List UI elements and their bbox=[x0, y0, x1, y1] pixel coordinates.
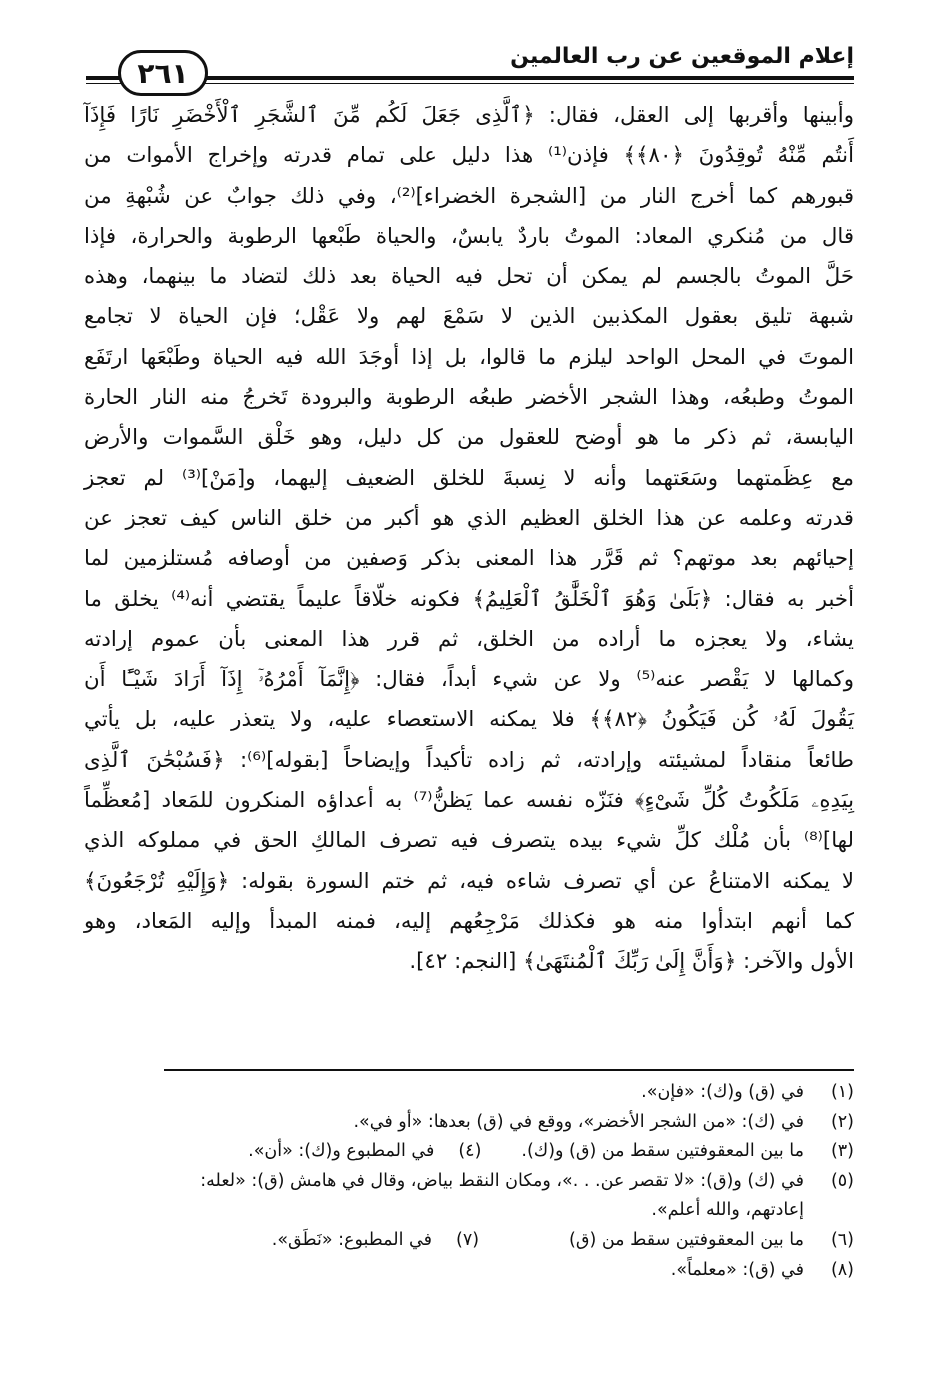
text-line: مع عِظَمتهما وسَعَتهما وأنه لا نِسبةَ للخلق الضعيف إليهما، و[مَنْ]⁽³⁾ لم تعجز bbox=[84, 465, 854, 491]
footnote-text: إعادتهم، والله أعلم». bbox=[651, 1200, 804, 1221]
footnote-text: في المطبوع و(ك): «أن». bbox=[248, 1141, 435, 1162]
text-line: قبورهم كما أخرج النار من [الشجرة الخضراء]⁽²⁾، وفي ذلك جوابٌ عن شُبْهةِ من bbox=[84, 183, 854, 209]
text-line: أَنتُم مِّنْهُ تُوقِدُونَ ﴿٨٠﴾﴾ فإذن⁽¹⁾ هذا دليل على تمام قدرته وإخراج الأموات من bbox=[84, 143, 854, 169]
footnote-number: (٦) bbox=[830, 1229, 854, 1250]
footnote bbox=[84, 1167, 854, 1197]
footnote-text: في (ق): «معلماً». bbox=[670, 1259, 804, 1280]
footnote-number: (١) bbox=[830, 1082, 854, 1102]
text-line: قال من مُنكري المعاد: الموتُ باردٌ يابسٌ، والحياة طَبْعها الرطوبة والحرارة، فإذا bbox=[84, 223, 854, 249]
footnote-pair bbox=[84, 1137, 854, 1167]
footnote-continuation bbox=[84, 1196, 854, 1226]
text-line: أخبر به فقال: ﴿بَلَىٰ وَهُوَ ٱلْخَلَّٰقُ ٱلْعَلِيمُ﴾ فكونه خلّاقاً عليماً يقتضي أنه⁽⁴⁾ يخلق ما bbox=[84, 586, 854, 612]
footnote-separator bbox=[164, 1069, 854, 1071]
text-line: شبهة تليق بعقول المكذبين الذين لا سَمْعَ لهم ولا عَقْل؛ فإن الحياة لا تجامع bbox=[84, 304, 854, 330]
footnote-number: (٧) bbox=[455, 1229, 480, 1250]
text-line: بِيَدِهِۦ مَلَكُوتُ كُلِّ شَىْءٍ﴾ فنَزّه نفسه عما يَظنُّ⁽⁷⁾ به أعداؤه المنكرون للمَعاد [مُعظِّماً bbox=[84, 788, 855, 814]
text-line: طائعاً منقاداً لمشيئته وإرادته، ثم زاده تأكيداً وإيضاحاً [بقوله]⁽⁶⁾: ﴿فَسُبْحَٰنَ ٱلَّذِى bbox=[84, 747, 854, 773]
text-line: الموتَ في المحل الواحد ليلزم ما قالوا، بل إذا أوجَدَ الله فيه الحياة وطَبْعَها ارتَفَع bbox=[84, 344, 854, 370]
text-line: الأول والآخر: ﴿وَأَنَّ إِلَىٰ رَبِّكَ ٱلْمُنتَهَىٰ﴾ [النجم: ٤٢]. bbox=[409, 949, 854, 975]
footnote bbox=[84, 1256, 854, 1286]
footnote-text: في (ق) و(ك): «فإن». bbox=[641, 1082, 804, 1102]
text-line: لا يمكنه الامتناعُ عن أي تصرف شاءه فيه، ثم ختم السورة بقوله: ﴿وَإِلَيْهِ تُرْجَعُونَ﴾ bbox=[84, 868, 854, 894]
text-line: قدرته وعلمه عن هذا الخلق العظيم الذي هو أكبر من خلق الناس كيف تعجز عن bbox=[84, 505, 854, 531]
text-line: لها]⁽⁸⁾ بأن مُلْك كلِّ شيء بيده يتصرف فيه تصرف المالكِ الحق في مملوكه الذي bbox=[84, 828, 854, 854]
footnotes bbox=[84, 1078, 854, 1285]
footnote-number: (٢) bbox=[830, 1111, 854, 1132]
footnote-text: ما بين المعقوفتين سقط من (ق) bbox=[569, 1229, 804, 1250]
footnote-text: في (ك) و(ق): «لا تقصر عن. . .»، ومكان النقط بياض، وقال في هامش (ق): «لعله: bbox=[200, 1170, 804, 1191]
text-line: إحيائهم بعد موتهم؟ ثم قَرَّر هذا المعنى بذكر وَصفين من أوصافه مُستلزمين لما bbox=[84, 546, 854, 572]
footnote-text: في (ك): «من الشجر الأخضر»، ووقع في (ق) بعدها: «أو في». bbox=[353, 1111, 804, 1132]
footnote-text: ما بين المعقوفتين سقط من (ق) و(ك). bbox=[521, 1141, 804, 1162]
footnote bbox=[84, 1078, 854, 1108]
footnote-pair bbox=[84, 1226, 854, 1256]
text-line: اليابسة، ثم ذكر ما هو أوضح للعقول من كل دليل، وهو خَلْق السَّموات والأرض bbox=[84, 425, 854, 451]
text-line: يشاء، ولا يعجزه ما أراده من الخلق، ثم قرر هذا المعنى بأن عموم إرادته bbox=[84, 626, 854, 652]
footnote-number: (٣) bbox=[830, 1141, 854, 1162]
footnote-text: في المطبوع: «نَطَق». bbox=[271, 1229, 432, 1250]
text-line: يَقُولَ لَهُۥ كُن فَيَكُونُ ﴿٨٢﴾﴾ فلا يمكنه الاستعصاء عليه، ولا يتعذر عليه، بل يأتي bbox=[84, 707, 854, 733]
text-line: وكمالها لا يَقْصر عنه⁽⁵⁾ ولا عن شيء أبداً، فقال: ﴿إِنَّمَآ أَمْرُهُۥٓ إِذَآ أَرَادَ شَيْـًٔا أَن bbox=[84, 667, 854, 693]
text-line: كما أنهم ابتدأوا منه هو فكذلك مَرْجِعُهم إليه، فمنه المبدأ وإليه المَعاد، وهو bbox=[84, 908, 854, 934]
footnote-number: (٥) bbox=[830, 1170, 854, 1191]
text-line: الموتُ وطبعُه، وهذا الشجر الأخضر طبعُه الرطوبة والبرودة تَخرجُ منه النار الحارة bbox=[84, 385, 854, 411]
footnote-number: (٨) bbox=[830, 1259, 854, 1280]
footnote bbox=[84, 1108, 854, 1138]
text-line: وأبينها وأقربها إلى العقل، فقال: ﴿ٱلَّذِى جَعَلَ لَكُم مِّنَ ٱلشَّجَرِ ٱلْأَخْضَرِ نَارًا فَإِذَآ bbox=[84, 103, 854, 128]
text-line: حَلَّ الموتُ بالجسم لم يمكن أن تحل فيه الحياة بعد ذلك لتضاد ما بينهما، وهذه bbox=[84, 264, 854, 290]
footnote-number: (٤) bbox=[458, 1141, 482, 1162]
main-text bbox=[84, 96, 854, 983]
running-header-title: إعلام الموقعين عن رب العالمين bbox=[510, 44, 854, 69]
page-number: ٢٦١ bbox=[118, 50, 208, 96]
